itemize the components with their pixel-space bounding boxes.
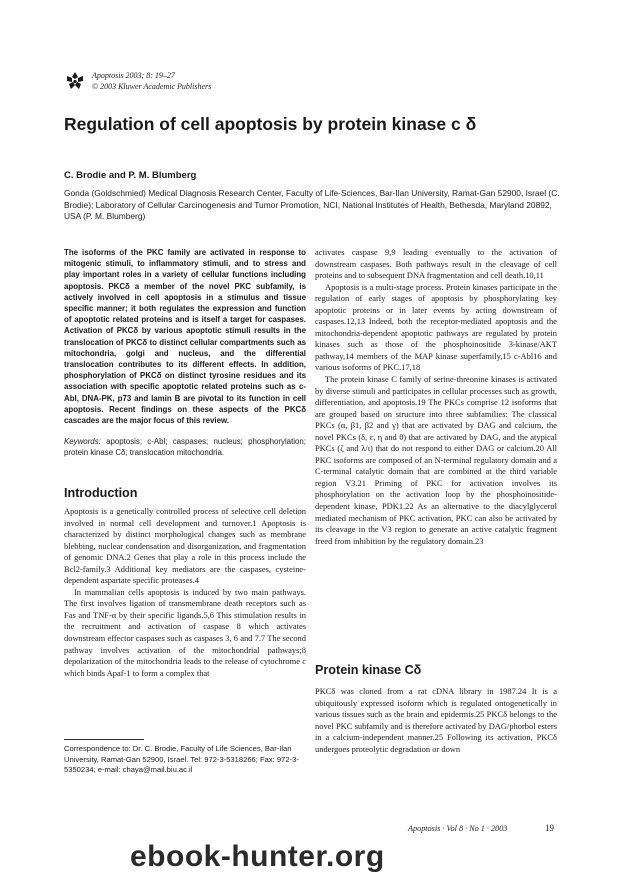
abstract-text: The isoforms of the PKC family are activated in response to mitogenic stimuli, to inflammatory stimuli, and to stress and play important roles in a variety of cellular functions including apoptosis. PKCδ a member of the novel PKC subfamily, is actively involved in cell apoptosis in a stimulus and tissue specific manner; it both regulates the expression and function of apoptotic related proteins and is itself a target for caspases. Activation of PKCδ by various apoptotic stimuli results in the translocation of PKCδ to distinct cellular compartments such as mitochondria, golgi and nucleus, and the differential translocation contributes to its different effects. In addition, phosphorylation of PKCδ on distinct tyrosine residues and its association with specific apoptotic related proteins such as c-Abl, DNA-PK, p73 and lamin B are pivotal to its function in cell apoptosis. Recent findings on these aspects of the PKCδ cascades are the major focus of this review. (64, 248, 306, 426)
right-paragraph-1: activates caspase 9,9 leading eventually to the activation of downstream caspases. Both pathways result in the cleavage of cell proteins and to subsequent DNA fragmentation and cell death.10,11 (315, 247, 557, 281)
pkc-paragraph-1: PKCδ was cloned from a rat cDNA library in 1987.24 It is a ubiquitously expressed isoform which is regulated ontogenetically in various tissues such as the brain and epidermis.25 PKCδ belongs to the novel PKC subfamily and is therefore activated by DAG/phorbol esters in a calcium-independent manner.25 Following its activation, PKCδ undergoes proteolytic degradation or down (315, 686, 557, 754)
journal-meta (92, 70, 211, 92)
article-title: Regulation of cell apoptosis by protein kinase c δ (64, 114, 477, 134)
abstract-block (64, 247, 306, 459)
intro-paragraph-2: In mammalian cells apoptosis is induced by two main pathways. The first involves ligation of transmembrane death receptors such as Fas and TNF-α by their specific ligands.5,6 This stimulation results in the recruitment and activation of caspase 8 which activates downstream effector caspases such as caspases 3, 6 and 7.7 The second pathway involves activation of the mitochondrial pathways;8 depolarization of the mitochondria leads to the release of cytochrome c which binds Apaf-1 to form a complex that (64, 586, 306, 678)
right-paragraph-3: The protein kinase C family of serine-threonine kinases is activated by diverse stimuli and participates in cellular processes such as growth, differentiation, and apoptosis.19 The PKCs comprise 12 isoforms that are grouped based on structure into three subfamilies: The classical PKCs (α, β1, β2 and γ) that are activated by DAG and calcium, the novel PKCs (δ, ε, η and θ) that are activated by DAG, and the atypical PKCs (ζ and λ/ι) that do not respond to either DAG or calcium.20 All PKC isoforms are composed of an N-terminal regulatory domain and a C-terminal catalytic domain that are combined at the third variable region V3.21 Priming of PKC for activation involves its phosphorylation on the activation loop by the phosphoinositide-dependent kinase, PDK1.22 As an alternative to the diacylglycerol mediated mechanism of PKC activation, PKC can also be activated by its cleavage in the V3 region to generate an active catalytic fragment freed from inhibition by the regulatory domain.23 (315, 374, 557, 546)
footnote-divider (64, 739, 144, 740)
introduction-heading: Introduction (64, 486, 138, 500)
page-number: 19 (545, 823, 554, 833)
publisher-logo-icon (64, 70, 86, 92)
article-authors: C. Brodie and P. M. Blumberg (64, 170, 197, 181)
right-paragraph-2: Apoptosis is a multi-stage process. Protein kinases participate in the regulation of early stages of apoptosis by phosphorylating key apoptotic proteins or in later events by acting downstream of caspases.12,13 Indeed, both the receptor-mediated apoptosis and the mitochondria-dependent apoptotic pathways are regulated by protein kinases such as those of the phosphoinositide 3-kinase/AKT pathway,14 members of the MAP kinase superfamily,15 c-Abl16 and various isoforms of PKC.17,18 (315, 281, 557, 373)
keywords-line (64, 436, 306, 458)
keywords-label: Keywords: (64, 437, 101, 447)
copyright-line: © 2003 Kluwer Academic Publishers (92, 82, 212, 91)
author-affiliation: Gonda (Goldschmied) Medical Diagnosis Research Center, Faculty of Life-Sciences, Bar-Ilan University, Ramat-Gan 52900, Israel (C. Brodie); Laboratory of Cellular Carcinogenesis and Tumor Promotion, NCI, National Institutes of Health, Bethesda, Maryland 20892, USA (P. M. Blumberg) (64, 188, 560, 222)
correspondence-footnote: Correspondence to: Dr. C. Brodie, Faculty of Life Sciences, Bar-Ilan University, Ramat-Gan 52900, Israel. Tel: 972-3-5318266; Fax: 972-3-5350234; e-mail: chaya@mail.biu.ac.il (64, 744, 299, 775)
pkc-delta-heading: Protein kinase Cδ (315, 663, 422, 677)
watermark-text: ebook-hunter.org (130, 840, 385, 873)
running-footer (408, 824, 507, 833)
pkc-delta-body (315, 686, 557, 755)
journal-citation: Apoptosis 2003; 8: 19–27 (92, 71, 175, 80)
intro-paragraph-1: Apoptosis is a genetically controlled process of selective cell deletion involved in normal cell development and turnover.1 Apoptosis is characterized by distinct morphological changes such as membrane blebbing, nuclear condensation and disorganization, and fragmentation of genomic DNA.2 Genes that play a role in this process include the Bcl2-family.3 Additional key mediators are the caspases, cysteine-dependent aspartate specific proteases.4 (64, 506, 306, 586)
introduction-body (64, 506, 306, 679)
running-footer-text: Apoptosis · Vol 8 · No 1 · 2003 (408, 824, 508, 833)
right-column-body (315, 247, 557, 547)
keywords-list: apoptosis; c-Abl; caspases; nucleus; phosphorylation; protein kinase Cδ; translocation mitochondria. (64, 437, 306, 458)
